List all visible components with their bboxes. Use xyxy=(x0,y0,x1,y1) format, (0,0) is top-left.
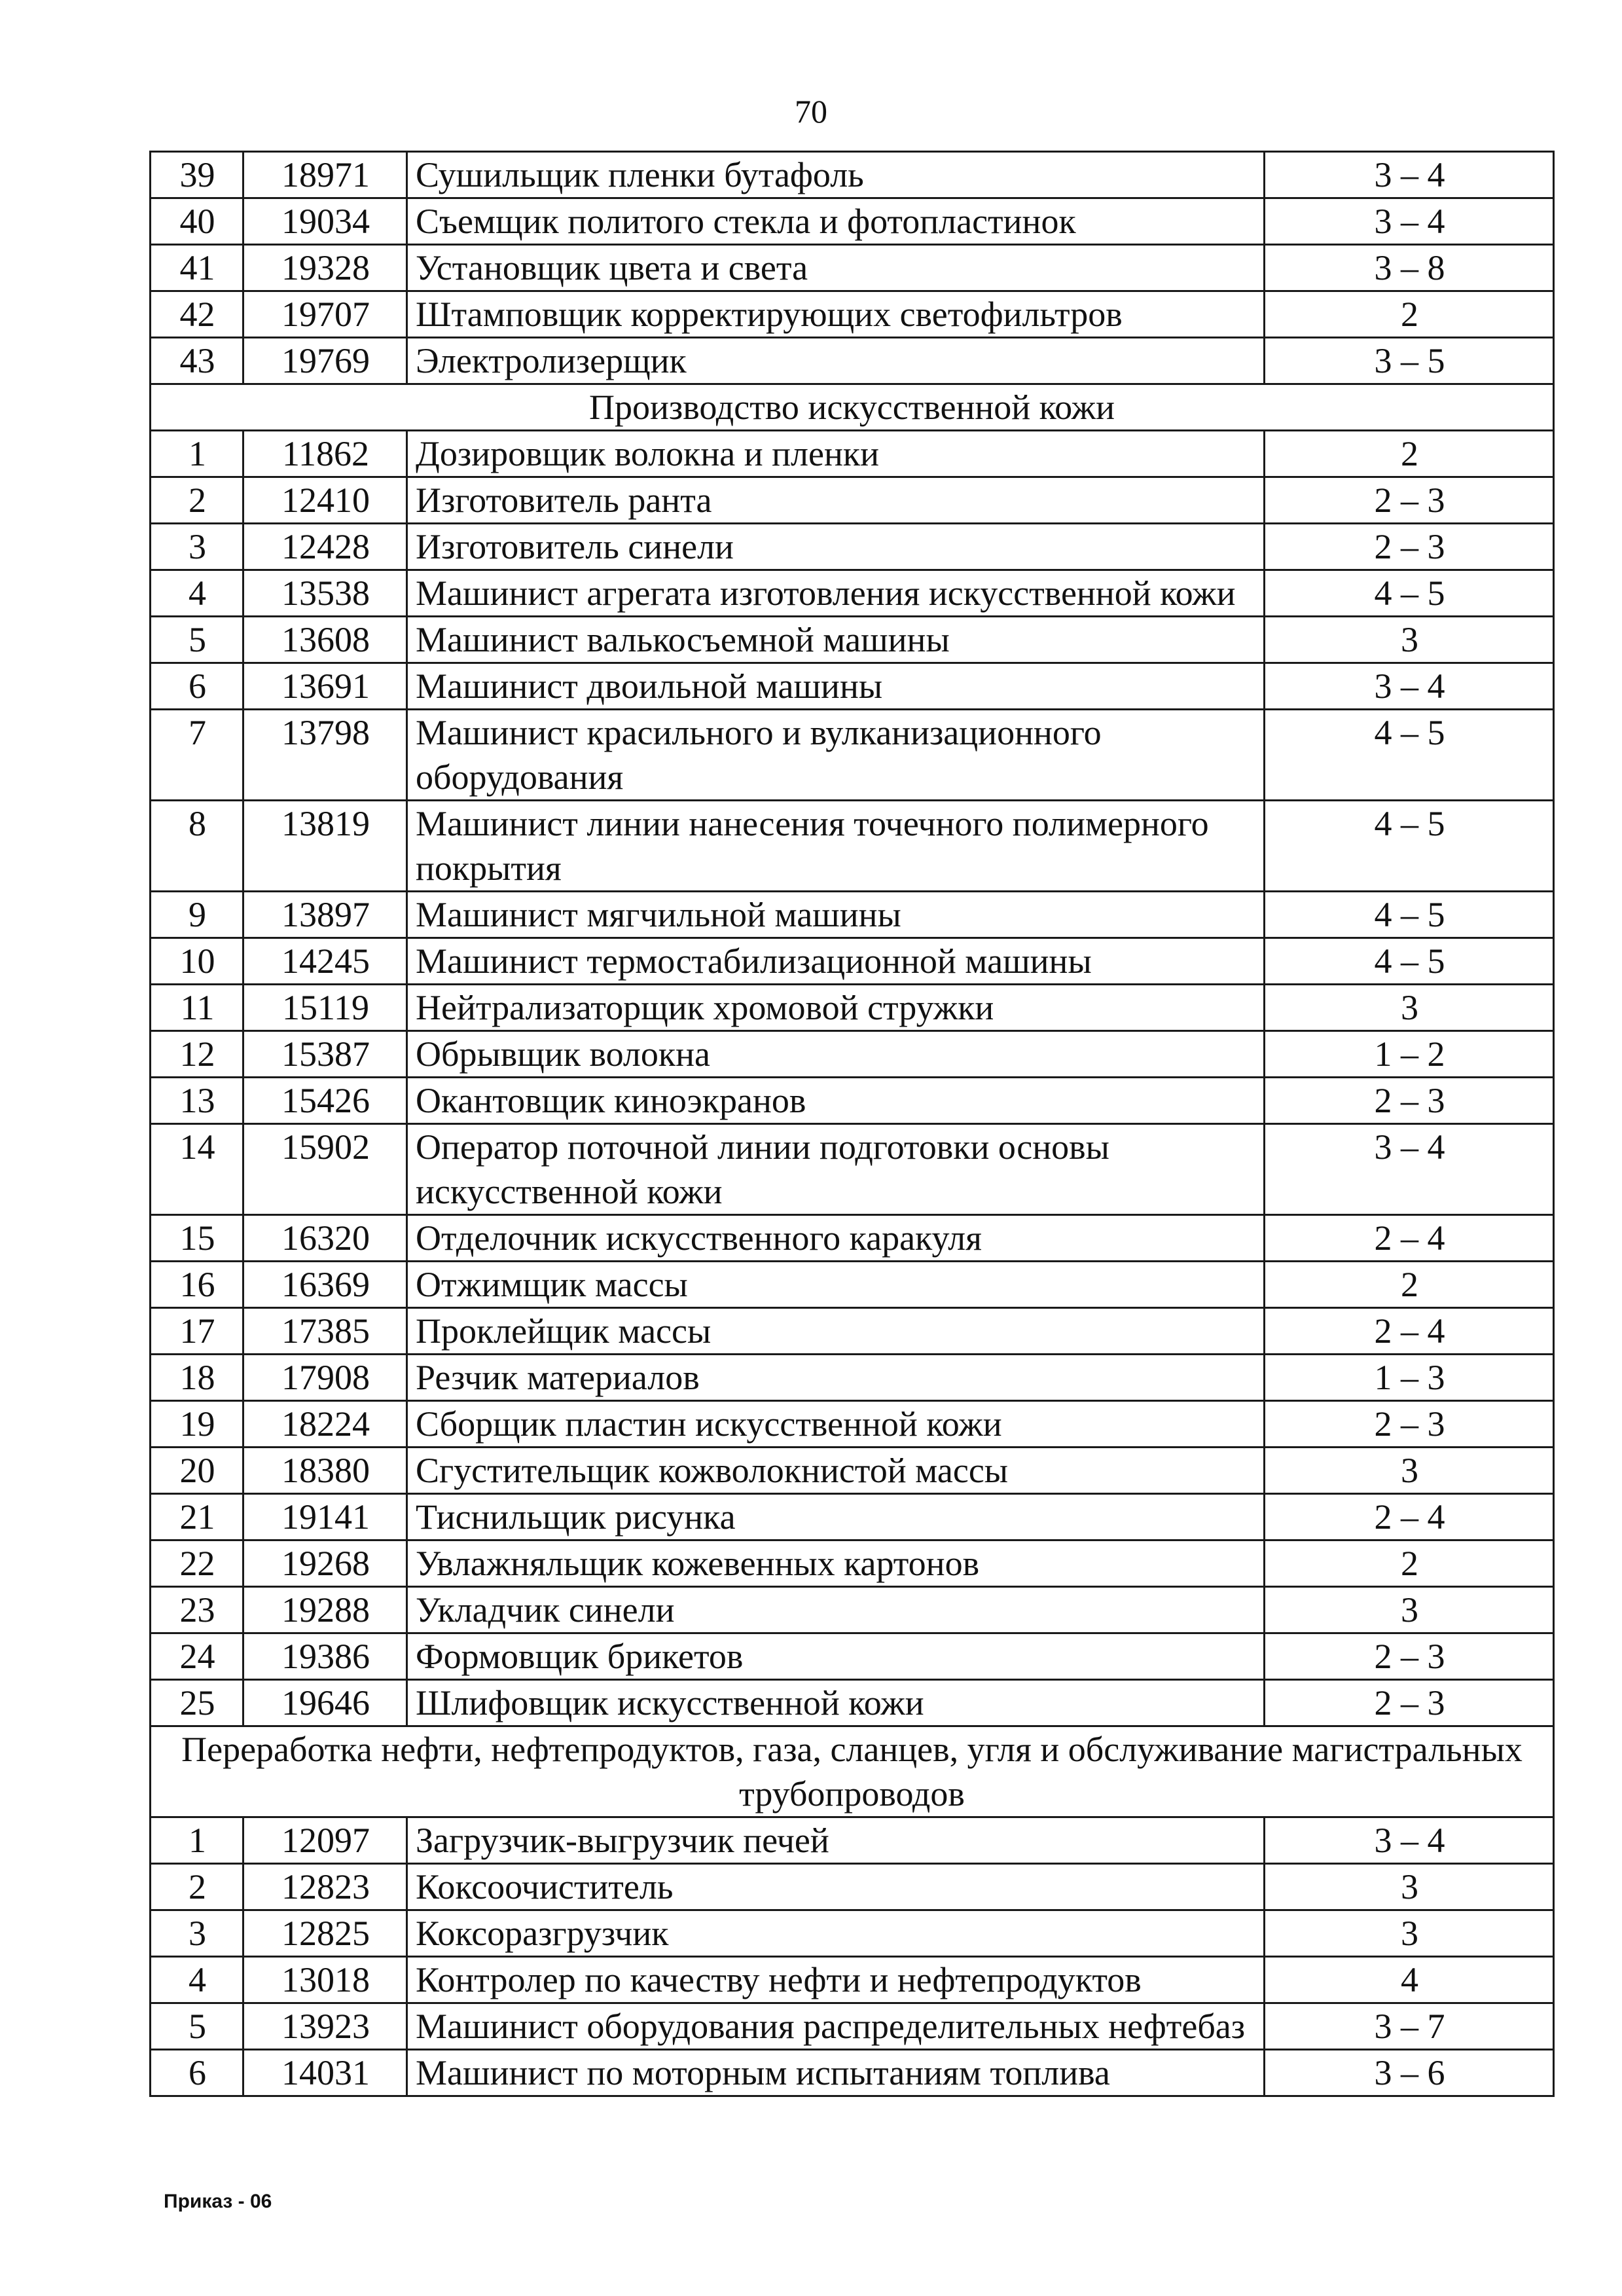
row-number: 13 xyxy=(151,1078,243,1124)
profession-code: 13798 xyxy=(243,710,407,801)
row-number: 3 xyxy=(151,1910,243,1957)
table-row xyxy=(151,524,1554,570)
profession-name: Нейтрализаторщик хромовой стружки xyxy=(407,985,1265,1031)
table-row xyxy=(151,1910,1554,1957)
professions-table xyxy=(149,151,1555,2097)
grade-range: 4 – 5 xyxy=(1265,938,1554,985)
row-number: 1 xyxy=(151,1817,243,1864)
profession-name: Дозировщик волокна и пленки xyxy=(407,431,1265,477)
profession-code: 19328 xyxy=(243,245,407,291)
profession-name: Изготовитель ранта xyxy=(407,477,1265,524)
row-number: 24 xyxy=(151,1633,243,1680)
profession-code: 17385 xyxy=(243,1308,407,1355)
row-number: 2 xyxy=(151,1864,243,1910)
grade-range: 3 xyxy=(1265,1448,1554,1494)
table-row xyxy=(151,1494,1554,1540)
table-row xyxy=(151,2050,1554,2096)
profession-name: Машинист красильного и вулканизационного оборудования xyxy=(407,710,1265,801)
profession-code: 12410 xyxy=(243,477,407,524)
profession-code: 19707 xyxy=(243,291,407,338)
profession-code: 13819 xyxy=(243,801,407,892)
table-row xyxy=(151,801,1554,892)
profession-name: Машинист агрегата изготовления искусственной кожи xyxy=(407,570,1265,617)
table-body xyxy=(151,152,1554,2096)
row-number: 16 xyxy=(151,1262,243,1308)
profession-name: Машинист термостабилизационной машины xyxy=(407,938,1265,985)
table-row xyxy=(151,338,1554,384)
grade-range: 3 xyxy=(1265,985,1554,1031)
grade-range: 2 – 4 xyxy=(1265,1308,1554,1355)
table-row xyxy=(151,1124,1554,1215)
profession-code: 15387 xyxy=(243,1031,407,1078)
section-title: Переработка нефти, нефтепродуктов, газа, сланцев, угля и обслуживание магистральных трубопроводов xyxy=(151,1726,1554,1817)
grade-range: 3 xyxy=(1265,1864,1554,1910)
table-row xyxy=(151,617,1554,663)
table-row xyxy=(151,1401,1554,1448)
profession-name: Загрузчик-выгрузчик печей xyxy=(407,1817,1265,1864)
profession-name: Резчик материалов xyxy=(407,1355,1265,1401)
row-number: 23 xyxy=(151,1587,243,1633)
profession-name: Машинист оборудования распределительных нефтебаз xyxy=(407,2003,1265,2050)
row-number: 2 xyxy=(151,477,243,524)
table-row xyxy=(151,1031,1554,1078)
table-row xyxy=(151,2003,1554,2050)
table-row xyxy=(151,1817,1554,1864)
profession-name: Шлифовщик искусственной кожи xyxy=(407,1680,1265,1726)
profession-name: Машинист по моторным испытаниям топлива xyxy=(407,2050,1265,2096)
row-number: 9 xyxy=(151,892,243,938)
grade-range: 3 – 4 xyxy=(1265,1124,1554,1215)
profession-code: 12823 xyxy=(243,1864,407,1910)
table-row xyxy=(151,477,1554,524)
profession-name: Изготовитель синели xyxy=(407,524,1265,570)
grade-range: 3 – 4 xyxy=(1265,663,1554,710)
row-number: 7 xyxy=(151,710,243,801)
grade-range: 3 xyxy=(1265,1587,1554,1633)
grade-range: 2 – 3 xyxy=(1265,1401,1554,1448)
table-row xyxy=(151,198,1554,245)
row-number: 1 xyxy=(151,431,243,477)
grade-range: 3 – 7 xyxy=(1265,2003,1554,2050)
profession-code: 18380 xyxy=(243,1448,407,1494)
row-number: 22 xyxy=(151,1540,243,1587)
profession-code: 13691 xyxy=(243,663,407,710)
table-row xyxy=(151,291,1554,338)
grade-range: 2 – 3 xyxy=(1265,477,1554,524)
profession-code: 13897 xyxy=(243,892,407,938)
table-row xyxy=(151,245,1554,291)
profession-name: Проклейщик массы xyxy=(407,1308,1265,1355)
profession-name: Сгустительщик кожволокнистой массы xyxy=(407,1448,1265,1494)
footer-order-label: Приказ - 06 xyxy=(164,2191,272,2212)
row-number: 21 xyxy=(151,1494,243,1540)
grade-range: 3 xyxy=(1265,1910,1554,1957)
table-row xyxy=(151,1680,1554,1726)
table-row xyxy=(151,1355,1554,1401)
table-row xyxy=(151,1587,1554,1633)
profession-name: Формовщик брикетов xyxy=(407,1633,1265,1680)
profession-name: Сборщик пластин искусственной кожи xyxy=(407,1401,1265,1448)
page-number: 70 xyxy=(795,93,827,130)
profession-code: 19268 xyxy=(243,1540,407,1587)
profession-code: 15426 xyxy=(243,1078,407,1124)
profession-code: 19769 xyxy=(243,338,407,384)
table-row xyxy=(151,663,1554,710)
row-number: 14 xyxy=(151,1124,243,1215)
profession-code: 13608 xyxy=(243,617,407,663)
profession-name: Окантовщик киноэкранов xyxy=(407,1078,1265,1124)
table-row xyxy=(151,1957,1554,2003)
section-title: Производство искусственной кожи xyxy=(151,384,1554,431)
row-number: 6 xyxy=(151,663,243,710)
profession-name: Установщик цвета и света xyxy=(407,245,1265,291)
profession-name: Тиснильщик рисунка xyxy=(407,1494,1265,1540)
section-header-row xyxy=(151,384,1554,431)
row-number: 11 xyxy=(151,985,243,1031)
row-number: 15 xyxy=(151,1215,243,1262)
row-number: 39 xyxy=(151,152,243,198)
row-number: 5 xyxy=(151,617,243,663)
table-row xyxy=(151,1864,1554,1910)
grade-range: 2 xyxy=(1265,1262,1554,1308)
profession-code: 13018 xyxy=(243,1957,407,2003)
profession-code: 12825 xyxy=(243,1910,407,1957)
row-number: 12 xyxy=(151,1031,243,1078)
table-row xyxy=(151,1448,1554,1494)
row-number: 8 xyxy=(151,801,243,892)
grade-range: 2 xyxy=(1265,291,1554,338)
table-row xyxy=(151,152,1554,198)
profession-name: Машинист мягчильной машины xyxy=(407,892,1265,938)
profession-name: Контролер по качеству нефти и нефтепродуктов xyxy=(407,1957,1265,2003)
profession-code: 19646 xyxy=(243,1680,407,1726)
grade-range: 2 xyxy=(1265,431,1554,477)
grade-range: 2 – 4 xyxy=(1265,1494,1554,1540)
table-row xyxy=(151,892,1554,938)
table-row xyxy=(151,1262,1554,1308)
grade-range: 1 – 2 xyxy=(1265,1031,1554,1078)
row-number: 20 xyxy=(151,1448,243,1494)
grade-range: 4 xyxy=(1265,1957,1554,2003)
grade-range: 3 – 5 xyxy=(1265,338,1554,384)
row-number: 5 xyxy=(151,2003,243,2050)
row-number: 43 xyxy=(151,338,243,384)
grade-range: 2 – 3 xyxy=(1265,1680,1554,1726)
row-number: 3 xyxy=(151,524,243,570)
profession-code: 13923 xyxy=(243,2003,407,2050)
profession-code: 14245 xyxy=(243,938,407,985)
profession-code: 19141 xyxy=(243,1494,407,1540)
row-number: 6 xyxy=(151,2050,243,2096)
table-row xyxy=(151,1215,1554,1262)
row-number: 40 xyxy=(151,198,243,245)
grade-range: 4 – 5 xyxy=(1265,801,1554,892)
profession-code: 14031 xyxy=(243,2050,407,2096)
table-row xyxy=(151,570,1554,617)
grade-range: 4 – 5 xyxy=(1265,710,1554,801)
row-number: 42 xyxy=(151,291,243,338)
grade-range: 3 – 4 xyxy=(1265,152,1554,198)
table-row xyxy=(151,1633,1554,1680)
grade-range: 3 xyxy=(1265,617,1554,663)
profession-code: 18971 xyxy=(243,152,407,198)
row-number: 10 xyxy=(151,938,243,985)
grade-range: 2 – 4 xyxy=(1265,1215,1554,1262)
profession-name: Машинист валькосъемной машины xyxy=(407,617,1265,663)
profession-code: 15119 xyxy=(243,985,407,1031)
row-number: 25 xyxy=(151,1680,243,1726)
grade-range: 3 – 8 xyxy=(1265,245,1554,291)
profession-code: 16369 xyxy=(243,1262,407,1308)
row-number: 19 xyxy=(151,1401,243,1448)
profession-name: Увлажняльщик кожевенных картонов xyxy=(407,1540,1265,1587)
profession-name: Коксоразгрузчик xyxy=(407,1910,1265,1957)
grade-range: 4 – 5 xyxy=(1265,570,1554,617)
grade-range: 4 – 5 xyxy=(1265,892,1554,938)
table-row xyxy=(151,431,1554,477)
profession-name: Отжимщик массы xyxy=(407,1262,1265,1308)
table-row xyxy=(151,1308,1554,1355)
profession-name: Коксоочиститель xyxy=(407,1864,1265,1910)
section-header-row xyxy=(151,1726,1554,1817)
profession-name: Сушильщик пленки бутафоль xyxy=(407,152,1265,198)
grade-range: 3 – 4 xyxy=(1265,1817,1554,1864)
row-number: 4 xyxy=(151,570,243,617)
table-row xyxy=(151,710,1554,801)
row-number: 41 xyxy=(151,245,243,291)
grade-range: 2 – 3 xyxy=(1265,524,1554,570)
row-number: 4 xyxy=(151,1957,243,2003)
profession-code: 13538 xyxy=(243,570,407,617)
profession-name: Оператор поточной линии подготовки основы искусственной кожи xyxy=(407,1124,1265,1215)
profession-code: 12428 xyxy=(243,524,407,570)
profession-code: 18224 xyxy=(243,1401,407,1448)
profession-name: Обрывщик волокна xyxy=(407,1031,1265,1078)
profession-code: 12097 xyxy=(243,1817,407,1864)
profession-code: 15902 xyxy=(243,1124,407,1215)
grade-range: 2 xyxy=(1265,1540,1554,1587)
table-row xyxy=(151,1078,1554,1124)
profession-code: 19386 xyxy=(243,1633,407,1680)
profession-code: 11862 xyxy=(243,431,407,477)
grade-range: 3 – 6 xyxy=(1265,2050,1554,2096)
grade-range: 3 – 4 xyxy=(1265,198,1554,245)
profession-code: 19288 xyxy=(243,1587,407,1633)
row-number: 18 xyxy=(151,1355,243,1401)
profession-name: Укладчик синели xyxy=(407,1587,1265,1633)
profession-name: Съемщик политого стекла и фотопластинок xyxy=(407,198,1265,245)
profession-name: Электролизерщик xyxy=(407,338,1265,384)
profession-code: 16320 xyxy=(243,1215,407,1262)
table-row xyxy=(151,938,1554,985)
grade-range: 2 – 3 xyxy=(1265,1078,1554,1124)
grade-range: 2 – 3 xyxy=(1265,1633,1554,1680)
profession-code: 19034 xyxy=(243,198,407,245)
profession-name: Штамповщик корректирующих светофильтров xyxy=(407,291,1265,338)
table-row xyxy=(151,985,1554,1031)
profession-name: Отделочник искусственного каракуля xyxy=(407,1215,1265,1262)
row-number: 17 xyxy=(151,1308,243,1355)
profession-name: Машинист двоильной машины xyxy=(407,663,1265,710)
profession-name: Машинист линии нанесения точечного полимерного покрытия xyxy=(407,801,1265,892)
table-row xyxy=(151,1540,1554,1587)
profession-code: 17908 xyxy=(243,1355,407,1401)
grade-range: 1 – 3 xyxy=(1265,1355,1554,1401)
